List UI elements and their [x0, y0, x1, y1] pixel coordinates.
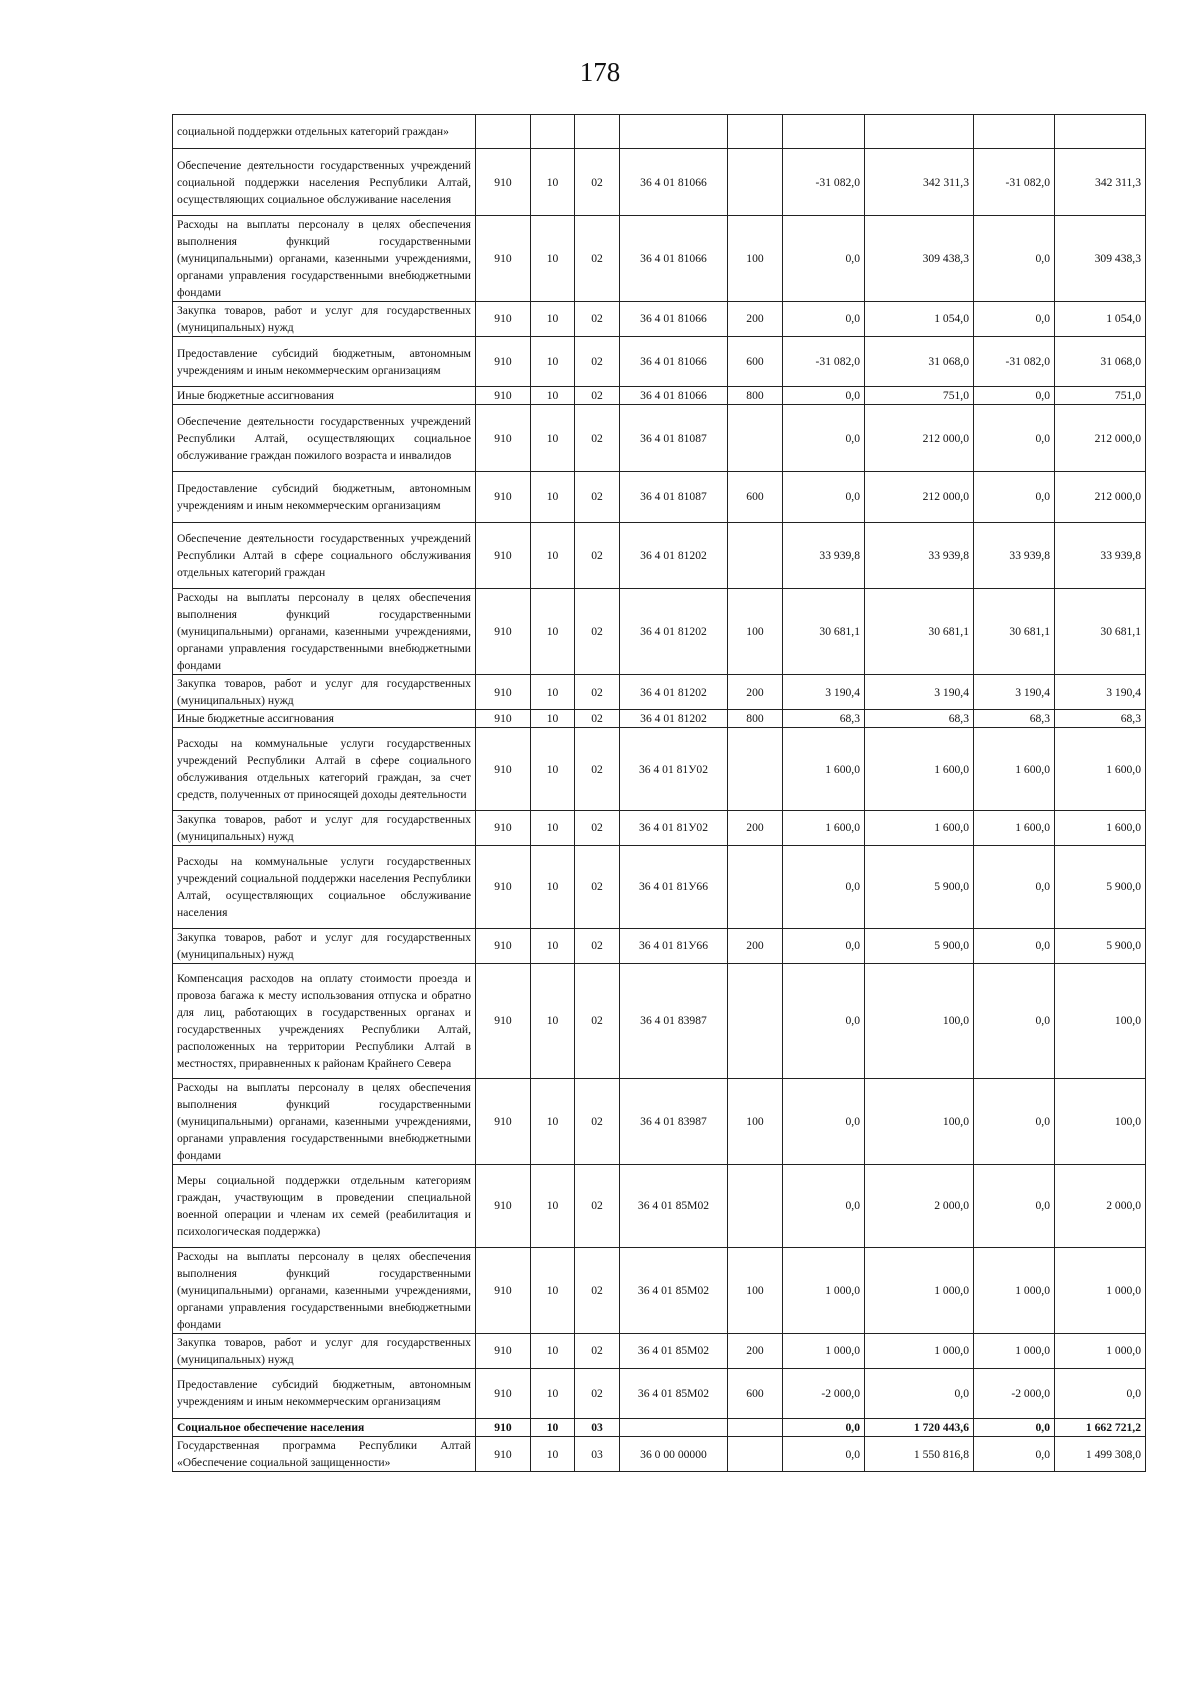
table-row [173, 522, 1146, 589]
amount-total-2: 309 438,3 [1055, 215, 1146, 301]
expense-type-code [728, 522, 783, 589]
target-article-code: 36 4 01 81066 [620, 336, 728, 386]
item-name: Социальное обеспечение населения [173, 1418, 476, 1436]
table-row [173, 387, 1146, 405]
amount-total-1: 0,0 [865, 1368, 974, 1418]
section-code: 10 [531, 963, 575, 1078]
amount-change-1: -31 082,0 [783, 149, 865, 216]
amount-change-2: 68,3 [974, 710, 1055, 728]
expense-type-code [728, 149, 783, 216]
table-row [173, 1437, 1146, 1472]
section-code: 10 [531, 522, 575, 589]
grbs-code: 910 [476, 675, 531, 710]
item-name: Обеспечение деятельности государственных учреждений социальной поддержки населения Республики Алтай, осуществляющих социальное обслуживание населения [173, 149, 476, 216]
amount-total-1: 2 000,0 [865, 1164, 974, 1247]
amount-change-1: -31 082,0 [783, 336, 865, 386]
subsection-code: 02 [575, 301, 620, 336]
table-row [173, 1247, 1146, 1333]
table-row [173, 1164, 1146, 1247]
item-name: Расходы на выплаты персоналу в целях обеспечения выполнения функций государственными (муниципальными) органами, казенными учреждениями, органами управления государственными внебюджетными фондами [173, 1078, 476, 1164]
amount-total-2: 751,0 [1055, 387, 1146, 405]
subsection-code: 02 [575, 336, 620, 386]
expense-type-code: 200 [728, 810, 783, 845]
amount-change-1: 1 600,0 [783, 810, 865, 845]
subsection-code: 02 [575, 928, 620, 963]
amount-total-1: 100,0 [865, 963, 974, 1078]
table-row [173, 675, 1146, 710]
amount-total-1: 751,0 [865, 387, 974, 405]
target-article-code: 36 4 01 81У66 [620, 845, 728, 928]
amount-change-2: -2 000,0 [974, 1368, 1055, 1418]
target-article-code: 36 4 01 83987 [620, 963, 728, 1078]
amount-change-1: 1 000,0 [783, 1247, 865, 1333]
expense-type-code: 600 [728, 472, 783, 522]
grbs-code: 910 [476, 149, 531, 216]
section-code: 10 [531, 728, 575, 811]
subsection-code: 02 [575, 810, 620, 845]
item-name: Расходы на коммунальные услуги государственных учреждений социальной поддержки населения Республики Алтай, осуществляющих социальное обслуживание населения [173, 845, 476, 928]
grbs-code: 910 [476, 405, 531, 472]
amount-total-1: 309 438,3 [865, 215, 974, 301]
section-code: 10 [531, 1437, 575, 1472]
section-code: 10 [531, 405, 575, 472]
subsection-code: 02 [575, 1247, 620, 1333]
grbs-code: 910 [476, 963, 531, 1078]
subsection-code: 02 [575, 675, 620, 710]
target-article-code: 36 4 01 85М02 [620, 1247, 728, 1333]
item-name: Обеспечение деятельности государственных учреждений Республики Алтай, осуществляющих социальное обслуживание граждан пожилого возраста и инвалидов [173, 405, 476, 472]
expense-type-code: 100 [728, 589, 783, 675]
grbs-code [476, 115, 531, 149]
item-name: Иные бюджетные ассигнования [173, 387, 476, 405]
expense-type-code [728, 115, 783, 149]
amount-change-2: 3 190,4 [974, 675, 1055, 710]
amount-change-2: 0,0 [974, 1078, 1055, 1164]
expense-type-code [728, 1418, 783, 1436]
item-name: Расходы на выплаты персоналу в целях обеспечения выполнения функций государственными (муниципальными) органами, казенными учреждениями, органами управления государственными внебюджетными фондами [173, 1247, 476, 1333]
amount-change-2: 0,0 [974, 1437, 1055, 1472]
amount-total-1: 5 900,0 [865, 845, 974, 928]
table-row [173, 589, 1146, 675]
amount-change-1: 0,0 [783, 1418, 865, 1436]
target-article-code: 36 0 00 00000 [620, 1437, 728, 1472]
subsection-code [575, 115, 620, 149]
amount-change-2: -31 082,0 [974, 149, 1055, 216]
amount-change-2: 0,0 [974, 963, 1055, 1078]
target-article-code: 36 4 01 81066 [620, 149, 728, 216]
section-code: 10 [531, 215, 575, 301]
item-name: Предоставление субсидий бюджетным, автономным учреждениям и иным некоммерческим организациям [173, 472, 476, 522]
target-article-code: 36 4 01 81У66 [620, 928, 728, 963]
grbs-code: 910 [476, 387, 531, 405]
amount-change-2: 1 600,0 [974, 728, 1055, 811]
grbs-code: 910 [476, 472, 531, 522]
amount-total-2: 100,0 [1055, 963, 1146, 1078]
grbs-code: 910 [476, 710, 531, 728]
table-row [173, 149, 1146, 216]
target-article-code: 36 4 01 85М02 [620, 1164, 728, 1247]
subsection-code: 02 [575, 149, 620, 216]
table-row [173, 963, 1146, 1078]
section-code: 10 [531, 336, 575, 386]
amount-total-2: 33 939,8 [1055, 522, 1146, 589]
target-article-code: 36 4 01 81087 [620, 405, 728, 472]
amount-change-1: 0,0 [783, 387, 865, 405]
amount-total-1: 33 939,8 [865, 522, 974, 589]
section-code: 10 [531, 710, 575, 728]
amount-change-1: 1 600,0 [783, 728, 865, 811]
item-name: Закупка товаров, работ и услуг для государственных (муниципальных) нужд [173, 928, 476, 963]
amount-change-1: 0,0 [783, 928, 865, 963]
subsection-code: 02 [575, 405, 620, 472]
amount-change-2: 0,0 [974, 1418, 1055, 1436]
amount-change-2: 1 600,0 [974, 810, 1055, 845]
subsection-code: 02 [575, 522, 620, 589]
amount-total-2: 212 000,0 [1055, 472, 1146, 522]
target-article-code: 36 4 01 85М02 [620, 1333, 728, 1368]
expense-type-code: 100 [728, 215, 783, 301]
subsection-code: 02 [575, 728, 620, 811]
item-name: социальной поддержки отдельных категорий граждан» [173, 115, 476, 149]
target-article-code: 36 4 01 81202 [620, 589, 728, 675]
section-code: 10 [531, 675, 575, 710]
item-name: Расходы на коммунальные услуги государственных учреждений Республики Алтай в сфере социального обслуживания отдельных категорий граждан, за счет средств, полученных от приносящей доходы деятельности [173, 728, 476, 811]
grbs-code: 910 [476, 1247, 531, 1333]
amount-total-2: 3 190,4 [1055, 675, 1146, 710]
amount-change-1: 30 681,1 [783, 589, 865, 675]
subsection-code: 03 [575, 1418, 620, 1436]
item-name: Предоставление субсидий бюджетным, автономным учреждениям и иным некоммерческим организациям [173, 336, 476, 386]
expense-type-code: 200 [728, 675, 783, 710]
amount-total-1: 1 000,0 [865, 1333, 974, 1368]
table-row [173, 336, 1146, 386]
subsection-code: 02 [575, 1368, 620, 1418]
amount-change-1: 0,0 [783, 301, 865, 336]
grbs-code: 910 [476, 1164, 531, 1247]
amount-total-2: 1 499 308,0 [1055, 1437, 1146, 1472]
amount-change-2: 1 000,0 [974, 1247, 1055, 1333]
target-article-code: 36 4 01 81066 [620, 387, 728, 405]
amount-total-2: 31 068,0 [1055, 336, 1146, 386]
expense-type-code [728, 1437, 783, 1472]
grbs-code: 910 [476, 301, 531, 336]
amount-total-1: 1 600,0 [865, 728, 974, 811]
item-name: Иные бюджетные ассигнования [173, 710, 476, 728]
amount-total-2: 68,3 [1055, 710, 1146, 728]
section-code [531, 115, 575, 149]
grbs-code: 910 [476, 810, 531, 845]
item-name: Закупка товаров, работ и услуг для государственных (муниципальных) нужд [173, 675, 476, 710]
table-row [173, 1418, 1146, 1436]
expense-type-code: 600 [728, 336, 783, 386]
target-article-code: 36 4 01 81202 [620, 710, 728, 728]
amount-change-2: -31 082,0 [974, 336, 1055, 386]
table-row [173, 301, 1146, 336]
amount-total-2: 5 900,0 [1055, 845, 1146, 928]
amount-total-2: 1 600,0 [1055, 728, 1146, 811]
table-row [173, 115, 1146, 149]
target-article-code: 36 4 01 83987 [620, 1078, 728, 1164]
amount-total-1: 5 900,0 [865, 928, 974, 963]
amount-total-1: 212 000,0 [865, 405, 974, 472]
amount-change-2: 0,0 [974, 405, 1055, 472]
amount-total-2: 1 054,0 [1055, 301, 1146, 336]
amount-change-2: 0,0 [974, 472, 1055, 522]
expense-type-code: 800 [728, 710, 783, 728]
amount-change-2: 30 681,1 [974, 589, 1055, 675]
target-article-code: 36 4 01 81202 [620, 522, 728, 589]
target-article-code: 36 4 01 81066 [620, 301, 728, 336]
amount-change-1: 0,0 [783, 472, 865, 522]
table-row [173, 728, 1146, 811]
subsection-code: 02 [575, 215, 620, 301]
amount-change-1: 0,0 [783, 1164, 865, 1247]
amount-total-2: 1 000,0 [1055, 1247, 1146, 1333]
item-name: Меры социальной поддержки отдельным категориям граждан, участвующим в проведении специальной военной операции и членам их семей (реабилитация и психологическая поддержка) [173, 1164, 476, 1247]
target-article-code: 36 4 01 81У02 [620, 728, 728, 811]
grbs-code: 910 [476, 1418, 531, 1436]
grbs-code: 910 [476, 1437, 531, 1472]
section-code: 10 [531, 845, 575, 928]
amount-total-1: 68,3 [865, 710, 974, 728]
item-name: Закупка товаров, работ и услуг для государственных (муниципальных) нужд [173, 810, 476, 845]
target-article-code: 36 4 01 81202 [620, 675, 728, 710]
amount-change-1: 0,0 [783, 215, 865, 301]
amount-total-2: 342 311,3 [1055, 149, 1146, 216]
amount-change-1: 68,3 [783, 710, 865, 728]
expense-type-code: 200 [728, 301, 783, 336]
amount-total-2 [1055, 115, 1146, 149]
subsection-code: 02 [575, 1078, 620, 1164]
grbs-code: 910 [476, 336, 531, 386]
expense-type-code: 200 [728, 1333, 783, 1368]
amount-change-1 [783, 115, 865, 149]
expense-type-code [728, 963, 783, 1078]
subsection-code: 02 [575, 387, 620, 405]
amount-change-1: 33 939,8 [783, 522, 865, 589]
table-row [173, 1078, 1146, 1164]
table-row [173, 928, 1146, 963]
target-article-code: 36 4 01 85М02 [620, 1368, 728, 1418]
table-row [173, 405, 1146, 472]
amount-change-1: 0,0 [783, 1078, 865, 1164]
section-code: 10 [531, 589, 575, 675]
section-code: 10 [531, 301, 575, 336]
grbs-code: 910 [476, 928, 531, 963]
amount-total-2: 0,0 [1055, 1368, 1146, 1418]
table-row [173, 1368, 1146, 1418]
amount-change-2 [974, 115, 1055, 149]
amount-total-1 [865, 115, 974, 149]
amount-change-2: 1 000,0 [974, 1333, 1055, 1368]
amount-total-1: 1 720 443,6 [865, 1418, 974, 1436]
item-name: Предоставление субсидий бюджетным, автономным учреждениям и иным некоммерческим организациям [173, 1368, 476, 1418]
grbs-code: 910 [476, 1333, 531, 1368]
expense-type-code [728, 405, 783, 472]
item-name: Расходы на выплаты персоналу в целях обеспечения выполнения функций государственными (муниципальными) органами, казенными учреждениями, органами управления государственными внебюджетными фондами [173, 215, 476, 301]
amount-change-1: 3 190,4 [783, 675, 865, 710]
amount-change-1: 0,0 [783, 845, 865, 928]
target-article-code [620, 115, 728, 149]
expense-type-code: 100 [728, 1078, 783, 1164]
amount-total-1: 1 600,0 [865, 810, 974, 845]
section-code: 10 [531, 1368, 575, 1418]
amount-total-1: 342 311,3 [865, 149, 974, 216]
grbs-code: 910 [476, 522, 531, 589]
target-article-code [620, 1418, 728, 1436]
expense-type-code [728, 1164, 783, 1247]
expense-type-code [728, 845, 783, 928]
section-code: 10 [531, 1078, 575, 1164]
amount-total-1: 3 190,4 [865, 675, 974, 710]
amount-total-2: 100,0 [1055, 1078, 1146, 1164]
amount-change-2: 0,0 [974, 845, 1055, 928]
amount-change-2: 0,0 [974, 928, 1055, 963]
expense-type-code: 600 [728, 1368, 783, 1418]
table-row [173, 845, 1146, 928]
item-name: Государственная программа Республики Алтай «Обеспечение социальной защищенности» [173, 1437, 476, 1472]
section-code: 10 [531, 928, 575, 963]
subsection-code: 02 [575, 710, 620, 728]
amount-total-2: 2 000,0 [1055, 1164, 1146, 1247]
item-name: Компенсация расходов на оплату стоимости проезда и провоза багажа к месту использования отпуска и обратно для лиц, работающих в государственных органах и государственных учреждениях Республики Алтай, расположенных на территории Республики Алтай в местностях, приравненных к районам Крайнего Севера [173, 963, 476, 1078]
amount-total-2: 1 000,0 [1055, 1333, 1146, 1368]
section-code: 10 [531, 1164, 575, 1247]
amount-total-2: 212 000,0 [1055, 405, 1146, 472]
amount-total-1: 100,0 [865, 1078, 974, 1164]
table-row [173, 1333, 1146, 1368]
amount-total-1: 30 681,1 [865, 589, 974, 675]
section-code: 10 [531, 472, 575, 522]
expense-type-code [728, 728, 783, 811]
amount-change-2: 0,0 [974, 215, 1055, 301]
amount-total-2: 1 600,0 [1055, 810, 1146, 845]
amount-change-1: 0,0 [783, 1437, 865, 1472]
amount-change-1: 0,0 [783, 963, 865, 1078]
grbs-code: 910 [476, 1368, 531, 1418]
subsection-code: 03 [575, 1437, 620, 1472]
table-row [173, 710, 1146, 728]
item-name: Закупка товаров, работ и услуг для государственных (муниципальных) нужд [173, 301, 476, 336]
amount-total-2: 1 662 721,2 [1055, 1418, 1146, 1436]
amount-change-1: 0,0 [783, 405, 865, 472]
amount-change-1: -2 000,0 [783, 1368, 865, 1418]
subsection-code: 02 [575, 472, 620, 522]
amount-total-2: 5 900,0 [1055, 928, 1146, 963]
subsection-code: 02 [575, 845, 620, 928]
target-article-code: 36 4 01 81087 [620, 472, 728, 522]
expense-type-code: 100 [728, 1247, 783, 1333]
item-name: Расходы на выплаты персоналу в целях обеспечения выполнения функций государственными (муниципальными) органами, казенными учреждениями, органами управления государственными внебюджетными фондами [173, 589, 476, 675]
table-row [173, 215, 1146, 301]
expense-type-code: 200 [728, 928, 783, 963]
amount-change-2: 0,0 [974, 1164, 1055, 1247]
grbs-code: 910 [476, 215, 531, 301]
table-row [173, 472, 1146, 522]
grbs-code: 910 [476, 1078, 531, 1164]
subsection-code: 02 [575, 963, 620, 1078]
page-number: 178 [579, 57, 621, 87]
subsection-code: 02 [575, 1164, 620, 1247]
grbs-code: 910 [476, 589, 531, 675]
section-code: 10 [531, 1418, 575, 1436]
expense-type-code: 800 [728, 387, 783, 405]
budget-table [172, 114, 1146, 1472]
amount-total-1: 1 550 816,8 [865, 1437, 974, 1472]
target-article-code: 36 4 01 81У02 [620, 810, 728, 845]
section-code: 10 [531, 1247, 575, 1333]
target-article-code: 36 4 01 81066 [620, 215, 728, 301]
grbs-code: 910 [476, 728, 531, 811]
amount-change-2: 33 939,8 [974, 522, 1055, 589]
section-code: 10 [531, 149, 575, 216]
section-code: 10 [531, 1333, 575, 1368]
item-name: Обеспечение деятельности государственных учреждений Республики Алтай в сфере социального обслуживания отдельных категорий граждан [173, 522, 476, 589]
amount-change-2: 0,0 [974, 301, 1055, 336]
item-name: Закупка товаров, работ и услуг для государственных (муниципальных) нужд [173, 1333, 476, 1368]
section-code: 10 [531, 387, 575, 405]
amount-total-1: 212 000,0 [865, 472, 974, 522]
amount-change-2: 0,0 [974, 387, 1055, 405]
table-row [173, 810, 1146, 845]
amount-total-1: 1 000,0 [865, 1247, 974, 1333]
amount-change-1: 1 000,0 [783, 1333, 865, 1368]
grbs-code: 910 [476, 845, 531, 928]
amount-total-1: 1 054,0 [865, 301, 974, 336]
subsection-code: 02 [575, 1333, 620, 1368]
amount-total-1: 31 068,0 [865, 336, 974, 386]
amount-total-2: 30 681,1 [1055, 589, 1146, 675]
subsection-code: 02 [575, 589, 620, 675]
section-code: 10 [531, 810, 575, 845]
